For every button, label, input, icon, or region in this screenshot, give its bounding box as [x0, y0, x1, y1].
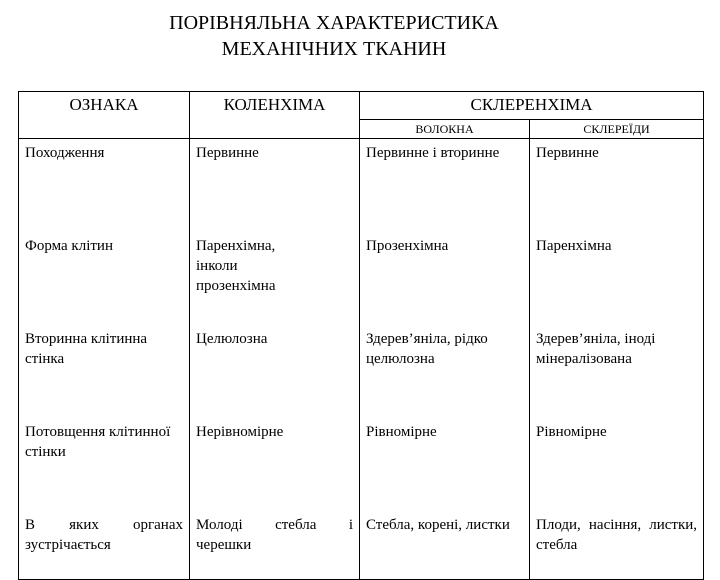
header-sclerenchyma: СКЛЕРЕНХІМА — [360, 92, 704, 120]
page-title — [0, 10, 668, 62]
feature-cell: Потовщення клітинної стінки — [25, 424, 171, 460]
sclereids-cell: Паренхімна — [536, 238, 612, 254]
table-body-row — [19, 139, 704, 580]
fibers-cell: Первинне і вторинне — [366, 145, 500, 161]
sclereids-cell: Первинне — [536, 145, 599, 161]
fibers-cell: Здерев’яніла, рідко целюлозна — [366, 331, 488, 367]
fibers-cell: Прозенхімна — [366, 238, 449, 254]
collenchyma-cell: Паренхімна, інколи прозенхімна — [196, 238, 276, 294]
collenchyma-cell: Нерівномірне — [196, 424, 284, 440]
table-header-row — [19, 92, 704, 120]
header-sclereids: СКЛЕРЕЇДИ — [530, 120, 704, 139]
collenchyma-cell: Целюлозна — [196, 331, 268, 347]
collenchyma-cell: Молоді стебла і черешки — [196, 517, 353, 553]
collenchyma-cell: Первинне — [196, 145, 259, 161]
sclereids-cell: Рівномірне — [536, 424, 607, 440]
title-line-2: МЕХАНІЧНИХ ТКАНИН — [221, 38, 447, 60]
title-line-1: ПОРІВНЯЛЬНА ХАРАКТЕРИСТИКА — [169, 12, 499, 34]
feature-cell: Форма клітин — [25, 238, 113, 254]
feature-cell: Походження — [25, 145, 105, 161]
header-feature: ОЗНАКА — [19, 92, 190, 139]
sclereids-column — [530, 139, 704, 580]
feature-cell: Вторинна клітинна стінка — [25, 331, 148, 367]
header-collenchyma: КОЛЕНХІМА — [190, 92, 360, 139]
fibers-column — [360, 139, 530, 580]
comparison-table — [18, 91, 704, 580]
sclereids-cell: Плоди, насіння, листки, стебла — [536, 517, 698, 553]
sclereids-cell: Здерев’яніла, іноді мінералізована — [536, 331, 656, 367]
header-fibers: ВОЛОКНА — [360, 120, 530, 139]
collenchyma-column — [190, 139, 360, 580]
feature-cell: В яких органах зустрічається — [25, 517, 183, 553]
feature-column — [19, 139, 190, 580]
fibers-cell: Стебла, корені, листки — [366, 517, 510, 533]
fibers-cell: Рівномірне — [366, 424, 437, 440]
